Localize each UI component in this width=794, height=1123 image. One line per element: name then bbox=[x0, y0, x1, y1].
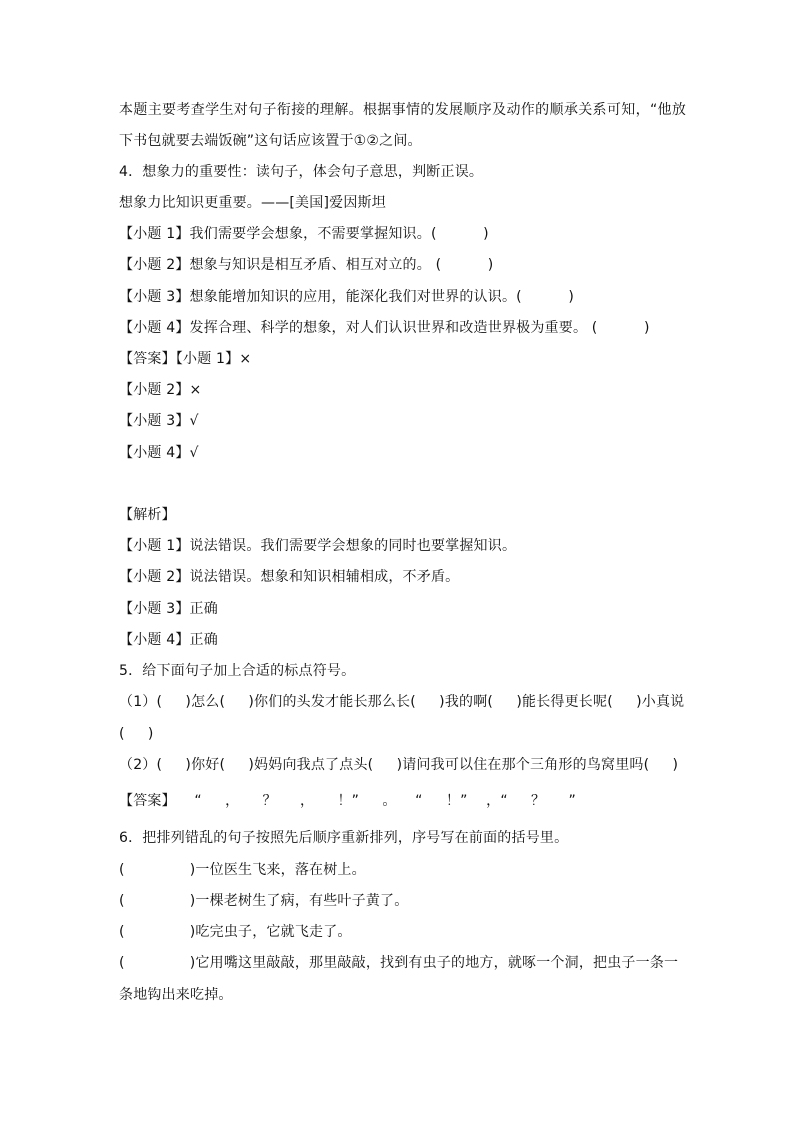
question-6-title: 6．把排列错乱的句子按照先后顺序重新排列，序号写在前面的括号里。 bbox=[119, 830, 569, 846]
answer-line-1: 【答案】【小题 1】× bbox=[119, 351, 252, 367]
question-6-item-1: ( )一位医生飞来，落在树上。 bbox=[119, 862, 366, 878]
question-6-item-2: ( )一棵老树生了病，有些叶子黄了。 bbox=[119, 893, 409, 909]
question-6-item-4: ( )它用嘴这里敲敲，那里敲敲，找到有虫子的地方，就啄一个洞，把虫子一条一 bbox=[119, 955, 679, 971]
question-5-answer: 【答案】 “ ， ？ ， ！” 。 “ ！” ，“ ？ ” bbox=[119, 793, 576, 809]
question-5-sentence-1-cont: ( ) bbox=[119, 726, 154, 742]
answer-line-4: 【小题 4】√ bbox=[119, 445, 199, 461]
sub-question-4: 【小题 4】发挥合理、科学的想象，对人们认识世界和改造世界极为重要。 ( ) bbox=[119, 320, 650, 336]
answer-line-3: 【小题 3】√ bbox=[119, 413, 199, 429]
question-6-item-4-cont: 条地钩出来吃掉。 bbox=[119, 987, 233, 1003]
answer-text-line: 本题主要考查学生对句子衔接的理解。根据事情的发展顺序及动作的顺承关系可知，“他放 bbox=[119, 102, 687, 118]
quote-line: 想象力比知识更重要。——[美国]爱因斯坦 bbox=[119, 195, 386, 211]
answer-text-line: 下书包就要去端饭碗”这句话应该置于①②之间。 bbox=[119, 133, 422, 149]
question-5-sentence-2: （2）( )你好( )妈妈向我点了点头( )请问我可以住在那个三角形的鸟窝里吗( ) bbox=[119, 757, 679, 773]
sub-question-2: 【小题 2】想象与知识是相互矛盾、相互对立的。 ( ) bbox=[119, 257, 494, 273]
question-5-sentence-1: （1）( )怎么( )你们的头发才能长那么长( )我的啊( )能长得更长呢( )小真说 bbox=[119, 694, 685, 710]
analysis-line-3: 【小题 3】正确 bbox=[119, 601, 218, 617]
question-5-title: 5．给下面句子加上合适的标点符号。 bbox=[119, 663, 356, 679]
answer-line-2: 【小题 2】× bbox=[119, 382, 202, 398]
analysis-heading: 【解析】 bbox=[119, 507, 176, 523]
question-6-item-3: ( )吃完虫子，它就飞走了。 bbox=[119, 924, 352, 940]
question-4-title: 4．想象力的重要性：读句子，体会句子意思，判断正误。 bbox=[119, 164, 484, 180]
analysis-line-2: 【小题 2】说法错误。想象和知识相辅相成，不矛盾。 bbox=[119, 569, 460, 585]
sub-question-3: 【小题 3】想象能增加知识的应用，能深化我们对世界的认识。( ) bbox=[119, 289, 574, 305]
analysis-line-4: 【小题 4】正确 bbox=[119, 632, 218, 648]
analysis-line-1: 【小题 1】说法错误。我们需要学会想象的同时也要掌握知识。 bbox=[119, 538, 517, 554]
sub-question-1: 【小题 1】我们需要学会想象，不需要掌握知识。( ) bbox=[119, 226, 489, 242]
